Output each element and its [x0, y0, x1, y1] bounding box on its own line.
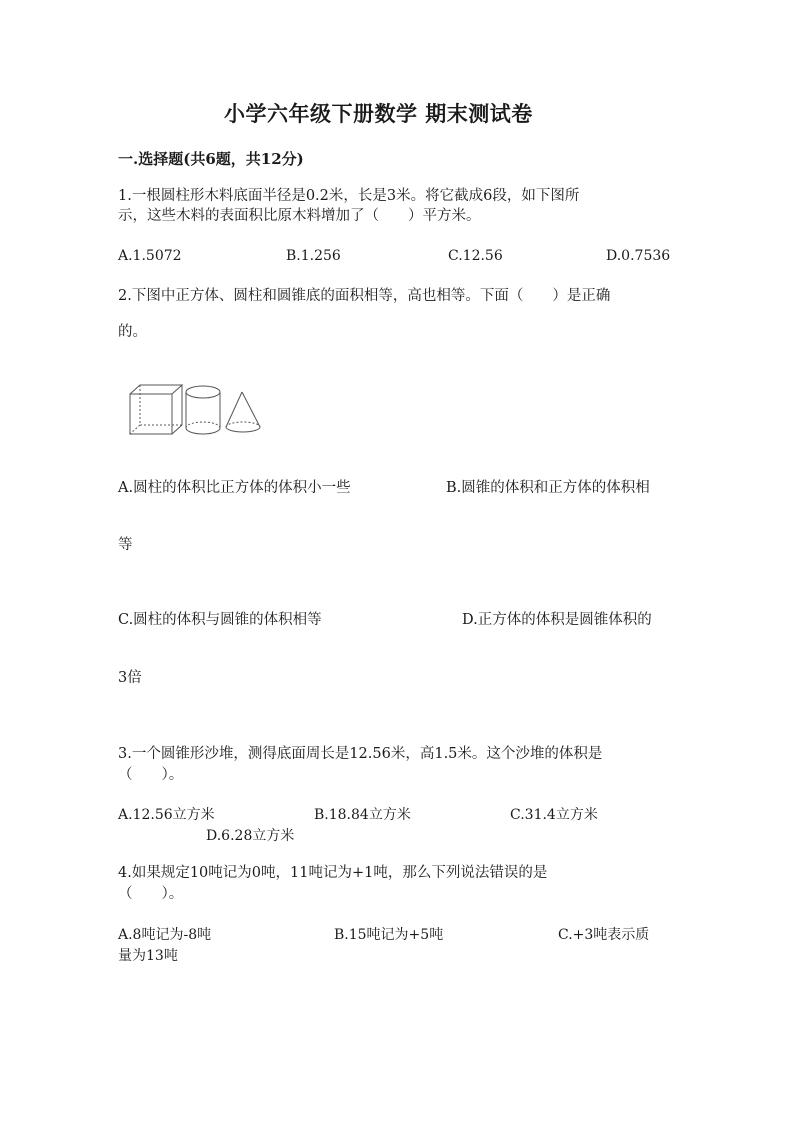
- section-heading: 一.选择题(共6题，共12分): [118, 150, 304, 168]
- question-1-option-a[interactable]: A.1.5072: [118, 248, 182, 264]
- cone-icon: [226, 392, 260, 432]
- question-2-option-c[interactable]: C.圆柱的体积与圆锥的体积相等: [118, 612, 322, 628]
- question-3-option-d[interactable]: D.6.28立方米: [206, 828, 295, 844]
- question-3-line-2: （ ）。: [118, 767, 184, 783]
- question-2-option-b-wrap: 等: [118, 537, 133, 553]
- question-2-option-d[interactable]: D.正方体的体积是圆锥体积的: [462, 612, 652, 628]
- question-4-option-c[interactable]: C.+3吨表示质: [558, 927, 650, 943]
- question-2-line-2: 的。: [118, 324, 147, 340]
- question-1-line-1: 1.一根圆柱形木料底面半径是0.2米，长是3米。将它截成6段，如下图所: [118, 188, 580, 204]
- question-2-option-b[interactable]: B.圆锥的体积和正方体的体积相: [446, 480, 650, 496]
- page-title: 小学六年级下册数学 期末测试卷: [224, 101, 533, 126]
- question-2-option-a[interactable]: A.圆柱的体积比正方体的体积小一些: [118, 480, 351, 496]
- question-3-option-c[interactable]: C.31.4立方米: [510, 807, 598, 823]
- question-2-option-d-wrap: 3倍: [118, 670, 142, 686]
- question-4-option-a[interactable]: A.8吨记为-8吨: [118, 927, 212, 943]
- question-4-line-2: （ ）。: [118, 886, 184, 902]
- question-4-option-c-wrap: 量为13吨: [118, 948, 178, 964]
- cube-icon: [130, 385, 182, 434]
- question-1-line-2: 示，这些木料的表面积比原木料增加了（ ）平方米。: [118, 208, 481, 224]
- question-4-line-1: 4.如果规定10吨记为0吨，11吨记为+1吨，那么下列说法错误的是: [118, 865, 548, 881]
- cylinder-icon: [186, 386, 220, 434]
- question-4-option-b[interactable]: B.15吨记为+5吨: [334, 927, 444, 943]
- question-3-option-b[interactable]: B.18.84立方米: [314, 807, 411, 823]
- question-2-line-1: 2.下图中正方体、圆柱和圆锥底的面积相等，高也相等。下面（ ）是正确: [118, 288, 611, 304]
- question-3-line-1: 3.一个圆锥形沙堆，测得底面周长是12.56米，高1.5米。这个沙堆的体积是: [118, 746, 603, 762]
- question-1-option-b[interactable]: B.1.256: [286, 248, 341, 264]
- question-1-option-c[interactable]: C.12.56: [448, 248, 503, 264]
- question-1-option-d[interactable]: D.0.7536: [606, 248, 671, 264]
- solids-figure: [126, 380, 266, 440]
- question-3-option-a[interactable]: A.12.56立方米: [118, 807, 215, 823]
